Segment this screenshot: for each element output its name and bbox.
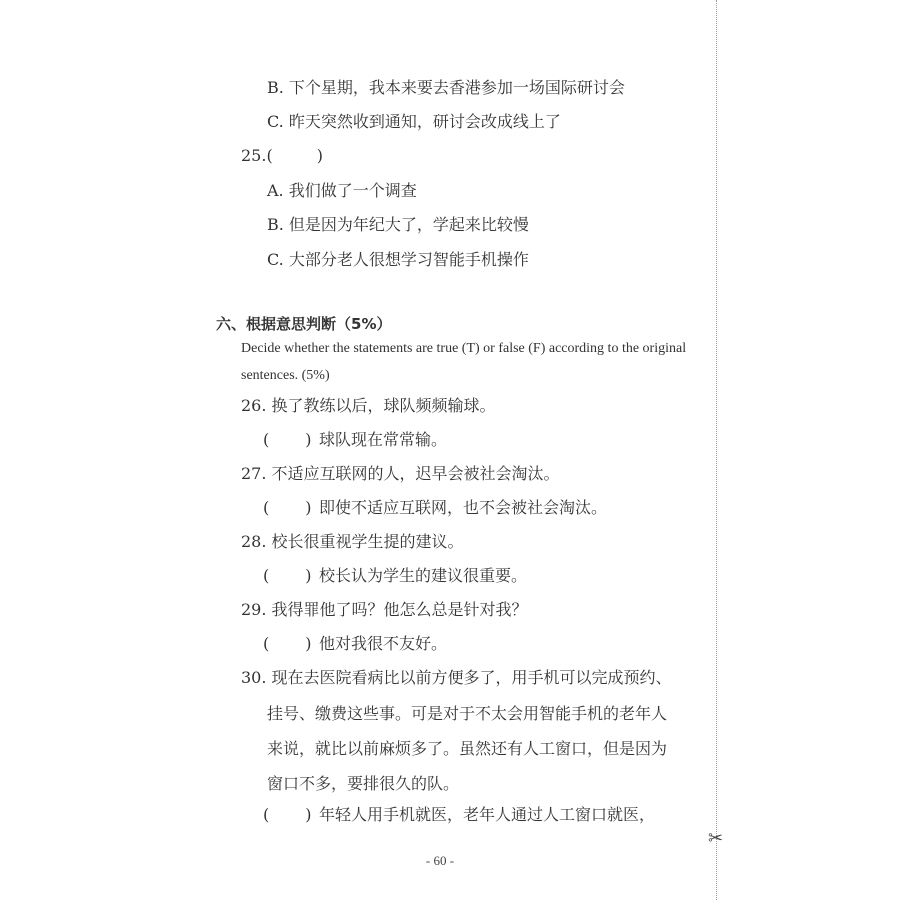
q25-header — [241, 146, 323, 166]
section-6-instruction-line-1: Decide whether the statements are true (T) or false (F) according to the original — [241, 341, 687, 356]
q30-statement: 年轻人用手机就医，老年人通过人工窗口就医， — [319, 805, 656, 824]
q25-answer-blank[interactable]: ( ) — [266, 146, 323, 165]
q29-answer-blank[interactable]: ( ) — [263, 634, 312, 653]
q30-answer-blank[interactable]: ( ) — [263, 805, 312, 824]
q30-statement-row — [263, 805, 655, 825]
q28-statement: 校长认为学生的建议很重要。 — [319, 566, 528, 585]
q28-sentence: 28. 校长很重视学生提的建议。 — [241, 532, 464, 551]
q29-statement-row — [263, 634, 447, 654]
q27-answer-blank[interactable]: ( ) — [263, 498, 312, 517]
q30-line-4: 窗口不多，要排很久的队。 — [267, 774, 460, 793]
q25-option-a: A. 我们做了一个调查 — [267, 181, 417, 200]
q27-sentence: 27. 不适应互联网的人，迟早会被社会淘汰。 — [241, 464, 560, 483]
q28-statement-row — [263, 566, 527, 586]
q26-statement-row — [263, 430, 447, 450]
q25-option-c: C. 大部分老人很想学习智能手机操作 — [267, 250, 529, 269]
q28-answer-blank[interactable]: ( ) — [263, 566, 312, 585]
q24-option-b: B. 下个星期，我本来要去香港参加一场国际研讨会 — [267, 78, 625, 97]
section-6-title: 六、根据意思判断（5%） — [216, 315, 392, 333]
q26-answer-blank[interactable]: ( ) — [263, 430, 312, 449]
cut-line-divider — [716, 0, 717, 900]
q25-option-b: B. 但是因为年纪大了，学起来比较慢 — [267, 215, 529, 234]
page-number-row — [0, 853, 900, 869]
q30-line-3: 来说，就比以前麻烦多了。虽然还有人工窗口，但是因为 — [267, 739, 668, 758]
q27-statement: 即使不适应互联网，也不会被社会淘汰。 — [319, 498, 608, 517]
section-6-instruction-line-2: sentences. (5%) — [241, 368, 330, 383]
q30-line-2: 挂号、缴费这些事。可是对于不太会用智能手机的老年人 — [267, 704, 668, 723]
q27-statement-row — [263, 498, 607, 518]
q26-sentence: 26. 换了教练以后，球队频频输球。 — [241, 396, 496, 415]
page-number: - 60 - — [425, 853, 455, 868]
scissors-icon: ✂ — [708, 828, 724, 849]
q30-line-1: 30. 现在去医院看病比以前方便多了，用手机可以完成预约、 — [241, 668, 672, 687]
q24-option-c: C. 昨天突然收到通知，研讨会改成线上了 — [267, 112, 561, 131]
q26-statement: 球队现在常常输。 — [319, 430, 448, 449]
q29-sentence: 29. 我得罪他了吗？他怎么总是针对我？ — [241, 600, 528, 619]
q25-number: 25. — [241, 146, 267, 165]
q29-statement: 他对我很不友好。 — [319, 634, 448, 653]
